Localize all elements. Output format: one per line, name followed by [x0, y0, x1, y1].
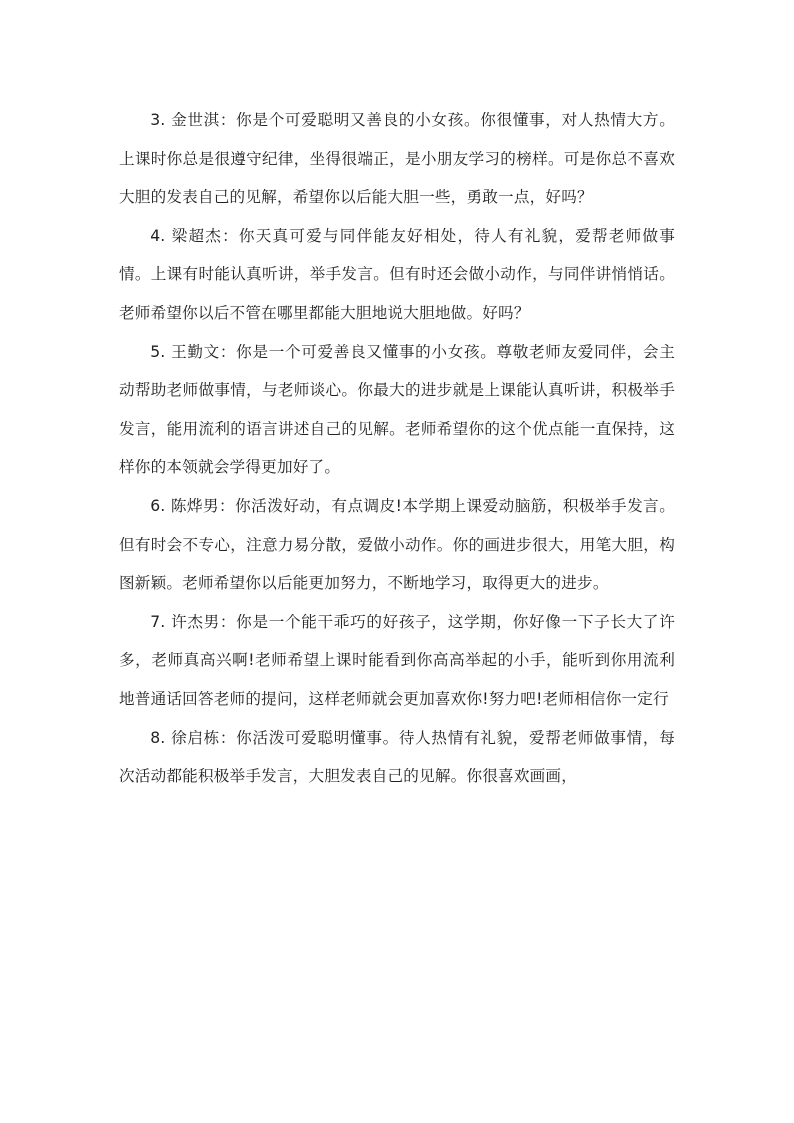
document-body: [119, 101, 675, 796]
comment-paragraph-6: 6. 陈烨男：你活泼好动，有点调皮!本学期上课爱动脑筋，积极举手发言。但有时会不专心，注意力易分散，爱做小动作。你的画进步很大，用笔大胆，构图新颖。老师希望你以后能更加努力，不断地学习，取得更大的进步。: [119, 496, 675, 593]
comment-paragraph-3: 3. 金世淇：你是个可爱聪明又善良的小女孩。你很懂事，对人热情大方。上课时你总是很遵守纪律，坐得很端正，是小朋友学习的榜样。可是你总不喜欢大胆的发表自己的见解，希望你以后能大胆一些，勇敢一点，好吗？: [119, 111, 675, 207]
comment-paragraph-8: 8. 徐启栋：你活泼可爱聪明懂事。待人热情有礼貌，爱帮老师做事情，每次活动都能积极举手发言，大胆发表自己的见解。你很喜欢画画，: [119, 728, 675, 786]
comment-paragraph-7: 7. 许杰男：你是一个能干乖巧的好孩子，这学期，你好像一下子长大了许多，老师真高兴啊!老师希望上课时能看到你高高举起的小手，能听到你用流利地普通话回答老师的提问，这样老师就会更加喜欢你!努力吧!老师相信你一定行: [119, 612, 675, 708]
comment-paragraph-5: 5. 王勤文：你是一个可爱善良又懂事的小女孩。尊敬老师友爱同伴，会主动帮助老师做事情，与老师谈心。你最大的进步就是上课能认真听讲，积极举手发言，能用流利的语言讲述自己的见解。老师希望你的这个优点能一直保持，这样你的本领就会学得更加好了。: [119, 342, 675, 477]
comment-paragraph-4: 4. 梁超杰：你天真可爱与同伴能友好相处，待人有礼貌，爱帮老师做事情。上课有时能认真听讲，举手发言。但有时还会做小动作，与同伴讲悄悄话。老师希望你以后不管在哪里都能大胆地说大胆地做。好吗？: [119, 226, 675, 322]
